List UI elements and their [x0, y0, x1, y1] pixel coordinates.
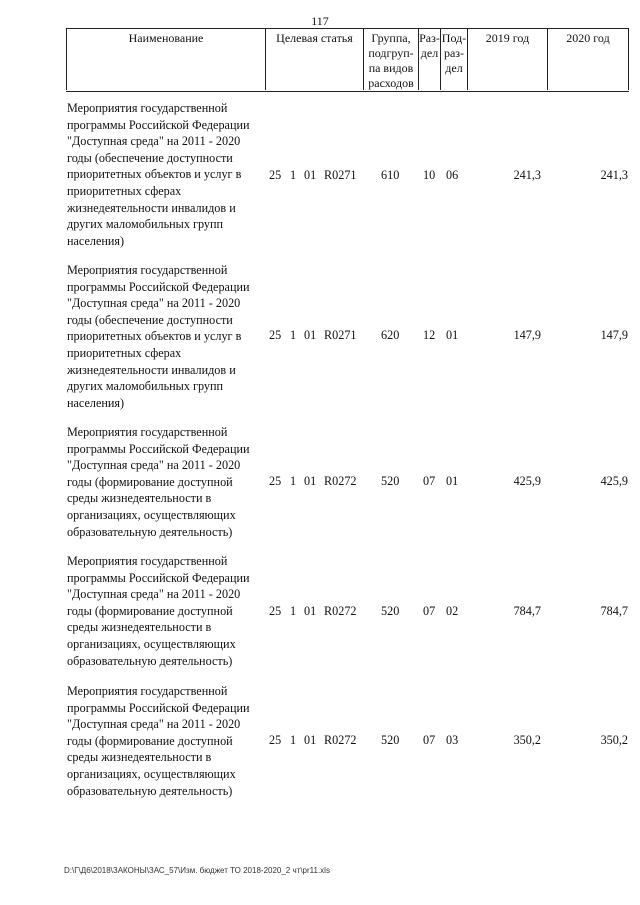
row-target-2: 1	[290, 733, 297, 747]
row-name: Мероприятия государственной программы Российской Федерации "Доступная среда" на 2011 - 2020 годы (формирование доступной среды жизнедеятельности в организациях, осуществляющих образовательную деятельность)	[67, 554, 250, 668]
row-target-1: 25	[269, 168, 282, 182]
header-target: Целевая статья	[265, 28, 363, 90]
row-2020: 147,9	[600, 328, 628, 342]
row-target-4: R0272	[324, 604, 357, 618]
row-target-3: 01	[304, 328, 317, 342]
row-name: Мероприятия государственной программы Российской Федерации "Доступная среда" на 2011 - 2020 годы (обеспечение доступности приоритетных объектов и услуг в приоритетных сферах жизнедеятельности инвалидов и других маломобильных групп населения)	[67, 263, 250, 410]
row-subsection: 01	[446, 474, 459, 488]
row-target-4: R0271	[324, 328, 357, 342]
row-target-2: 1	[290, 168, 297, 182]
row-subsection: 06	[446, 168, 459, 182]
header-group: Группа, подгруп- па видов расходов	[363, 28, 418, 90]
row-target-4: R0271	[324, 168, 357, 182]
row-target-4: R0272	[324, 733, 357, 747]
row-target-1: 25	[269, 474, 282, 488]
row-2020: 784,7	[600, 604, 628, 618]
row-target-3: 01	[304, 474, 317, 488]
row-subsection: 01	[446, 328, 459, 342]
row-target-2: 1	[290, 328, 297, 342]
row-name: Мероприятия государственной программы Российской Федерации "Доступная среда" на 2011 - 2020 годы (формирование доступной среды жизнедеятельности в организациях, осуществляющих образовательную деятельность)	[67, 684, 250, 798]
header-2020: 2020 год	[547, 28, 629, 90]
row-group: 520	[381, 474, 400, 488]
header-name: Наименование	[66, 28, 265, 90]
row-2019: 425,9	[513, 474, 541, 488]
row-section: 10	[423, 168, 436, 182]
row-section: 07	[423, 604, 436, 618]
row-section: 07	[423, 474, 436, 488]
row-group: 520	[381, 733, 400, 747]
row-subsection: 03	[446, 733, 459, 747]
header-section: Раз- дел	[418, 28, 440, 90]
row-target-2: 1	[290, 604, 297, 618]
row-subsection: 02	[446, 604, 459, 618]
header-subsection: Под- раз- дел	[440, 28, 467, 90]
row-section: 07	[423, 733, 436, 747]
row-name: Мероприятия государственной программы Российской Федерации "Доступная среда" на 2011 - 2020 годы (обеспечение доступности приоритетных объектов и услуг в приоритетных сферах жизнедеятельности инвалидов и других маломобильных групп населения)	[67, 101, 250, 248]
row-2019: 147,9	[513, 328, 541, 342]
page-number: 117	[311, 14, 329, 28]
row-target-3: 01	[304, 733, 317, 747]
footer-file-path: D:\Г\Д6\2018\ЗАКОНЫ\ЗАС_57\Изм. бюджет ТО 2018-2020_2 чт\pr11.xls	[64, 866, 330, 875]
row-2020: 241,3	[600, 168, 628, 182]
row-2020: 350,2	[600, 733, 628, 747]
row-target-2: 1	[290, 474, 297, 488]
row-2019: 241,3	[513, 168, 541, 182]
row-target-3: 01	[304, 168, 317, 182]
row-target-1: 25	[269, 328, 282, 342]
row-target-3: 01	[304, 604, 317, 618]
row-2019: 784,7	[513, 604, 541, 618]
row-group: 610	[381, 168, 400, 182]
row-group: 620	[381, 328, 400, 342]
row-2019: 350,2	[513, 733, 541, 747]
row-2020: 425,9	[600, 474, 628, 488]
header-2019: 2019 год	[467, 28, 547, 90]
row-target-1: 25	[269, 733, 282, 747]
row-group: 520	[381, 604, 400, 618]
row-name: Мероприятия государственной программы Российской Федерации "Доступная среда" на 2011 - 2020 годы (формирование доступной среды жизнедеятельности в организациях, осуществляющих образовательную деятельность)	[67, 425, 250, 539]
row-target-1: 25	[269, 604, 282, 618]
row-section: 12	[423, 328, 436, 342]
row-target-4: R0272	[324, 474, 357, 488]
